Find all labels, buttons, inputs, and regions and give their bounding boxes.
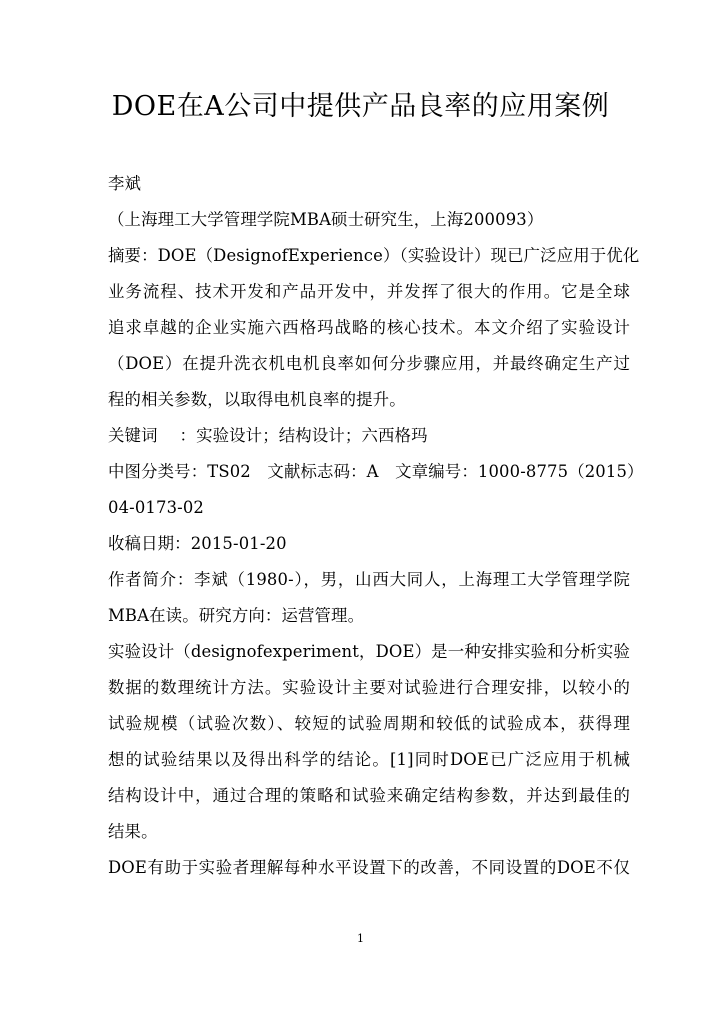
classification-info-cont: 04-0173-02 (108, 498, 205, 517)
keywords: 关键词 ：实验设计；结构设计；六西格玛 (108, 426, 428, 445)
body-paragraph-line: 数据的数理统计方法。实验设计主要对试验进行合理安排，以较小的 (108, 678, 630, 697)
author-bio-cont: MBA在读。研究方向：运营管理。 (108, 606, 365, 625)
body-paragraph-line: 结果。 (108, 822, 158, 841)
body-paragraph-line: DOE有助于实验者理解每种水平设置下的改善，不同设置的DOE不仅 (108, 858, 630, 877)
body-paragraph-line: 实验设计（designofexperiment，DOE）是一种安排实验和分析实验 (108, 642, 630, 661)
abstract-line: 摘要：DOE（DesignofExperience）（实验设计）现已广泛应用于优化 (108, 246, 640, 265)
received-date: 收稿日期：2015-01-20 (108, 534, 287, 553)
author-affiliation: （上海理工大学管理学院MBA硕士研究生，上海200093） (108, 210, 544, 229)
abstract-line: 追求卓越的企业实施六西格玛战略的核心技术。本文介绍了实验设计 (108, 318, 630, 337)
abstract-line: （DOE）在提升洗衣机电机良率如何分步骤应用，并最终确定生产过 (108, 354, 630, 373)
body-paragraph-line: 结构设计中，通过合理的策略和试验来确定结构参数，并达到最佳的 (108, 786, 630, 805)
abstract-line: 业务流程、技术开发和产品开发中，并发挥了很大的作用。它是全球 (108, 282, 630, 301)
body-paragraph-line: 试验规模（试验次数）、较短的试验周期和较低的试验成本，获得理 (108, 714, 630, 733)
author-bio: 作者简介：李斌（1980-），男，山西大同人，上海理工大学管理学院 (108, 570, 630, 589)
abstract-line: 程的相关参数，以取得电机良率的提升。 (108, 390, 406, 409)
body-paragraph-line: 想的试验结果以及得出科学的结论。[1]同时DOE已广泛应用于机械 (108, 750, 630, 769)
author-name: 李斌 (108, 174, 142, 193)
document-title: DOE在A公司中提供产品良率的应用案例 (111, 91, 610, 122)
page-number: 1 (357, 932, 364, 945)
document-body (108, 166, 644, 886)
classification-info: 中图分类号：TS02 文献标志码：A 文章编号：1000-8775（2015） (108, 462, 644, 481)
